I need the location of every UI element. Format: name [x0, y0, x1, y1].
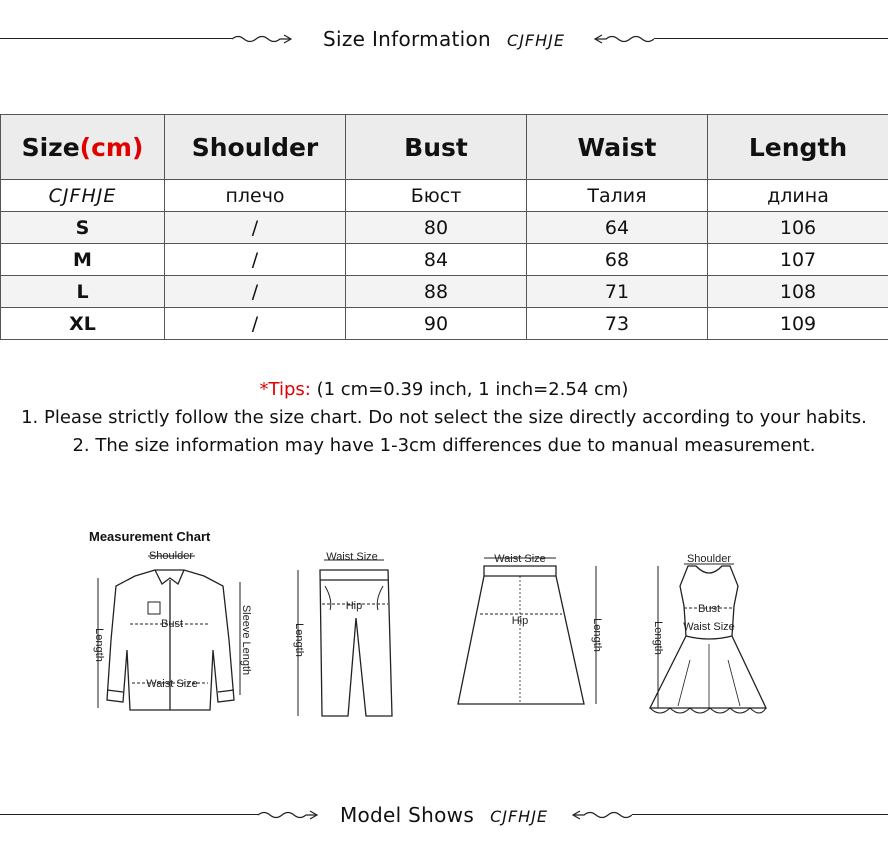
shirt-shoulder-label: Shoulder: [148, 550, 194, 562]
tips-label: *Tips:: [259, 379, 311, 400]
tips-line-1: 1. Please strictly follow the size chart. Do not select the size directly according to your habits.: [21, 407, 867, 428]
size-table: [0, 114, 888, 340]
header-length: Length: [708, 115, 888, 180]
dress-length-label: Length: [652, 621, 664, 655]
cell-length: 106: [708, 212, 888, 244]
dress-waist-label: Waist Size: [683, 621, 735, 633]
cell-shoulder: /: [165, 244, 346, 276]
cell-waist: 71: [527, 276, 708, 308]
measurement-chart-illustrations: [0, 540, 888, 730]
subheader-length: длина: [708, 180, 888, 212]
skirt-waist-label: Waist Size: [494, 553, 546, 565]
cell-waist: 73: [527, 308, 708, 340]
dress-diagram: [650, 564, 766, 713]
skirt-diagram: [458, 558, 596, 704]
cell-shoulder: /: [165, 212, 346, 244]
skirt-hip-label: Hip: [511, 615, 529, 627]
cell-length: 108: [708, 276, 888, 308]
banner-brand: CJFHJE: [490, 807, 549, 826]
measurement-chart-title: Measurement Chart: [89, 529, 211, 544]
banner-title-row: [0, 800, 888, 832]
dress-shoulder-label: Shoulder: [686, 553, 732, 565]
banner-line-right: [654, 38, 888, 39]
banner-title-row: [0, 24, 888, 56]
table-row: [1, 212, 888, 244]
cell-size: S: [1, 212, 165, 244]
shirt-length-label: Length: [93, 628, 105, 662]
banner-brand: CJFHJE: [507, 31, 565, 50]
cell-length: 107: [708, 244, 888, 276]
header-waist: Waist: [527, 115, 708, 180]
banner-title: Size Information: [323, 27, 492, 51]
subheader-brand: CJFHJE: [1, 180, 165, 212]
banner-line-right: [632, 814, 888, 815]
model-shows-banner: [0, 800, 888, 830]
pants-hip-label: Hip: [345, 600, 363, 612]
table-row: [1, 244, 888, 276]
header-size-label: Size: [21, 132, 80, 162]
header-bust: Bust: [346, 115, 527, 180]
cell-waist: 68: [527, 244, 708, 276]
tips-line-2: 2. The size information may have 1-3cm differences due to manual measurement.: [72, 435, 816, 456]
pants-length-label: Length: [293, 623, 305, 657]
cell-bust: 90: [346, 308, 527, 340]
tips-conversion: (1 cm=0.39 inch, 1 inch=2.54 cm): [310, 379, 629, 400]
header-shoulder: Shoulder: [165, 115, 346, 180]
banner-title: Model Shows: [339, 803, 475, 827]
shirt-sleeve-label: Sleeve Length: [240, 604, 252, 676]
shirt-waist-label: Waist Size: [146, 678, 198, 690]
subheader-waist: Талия: [527, 180, 708, 212]
table-subheader-row: [1, 180, 888, 212]
table-row: [1, 276, 888, 308]
dress-bust-label: Bust: [697, 603, 721, 615]
wave-ornament-right-icon: [594, 30, 654, 48]
cell-shoulder: /: [165, 276, 346, 308]
table-header-row: [1, 115, 888, 180]
skirt-length-label: Length: [591, 618, 603, 652]
wave-ornament-right-icon: [572, 806, 632, 824]
header-size: [1, 115, 165, 180]
cell-shoulder: /: [165, 308, 346, 340]
pants-waist-label: Waist Size: [326, 551, 378, 563]
cell-waist: 64: [527, 212, 708, 244]
subheader-shoulder: плечо: [165, 180, 346, 212]
cell-size: XL: [1, 308, 165, 340]
subheader-bust: Бюст: [346, 180, 527, 212]
tips-conversion-line: [0, 376, 888, 404]
cell-bust: 84: [346, 244, 527, 276]
shirt-bust-label: Bust: [160, 618, 184, 630]
size-information-banner: [0, 24, 888, 54]
pants-diagram: [298, 560, 392, 716]
cell-length: 109: [708, 308, 888, 340]
cell-size: M: [1, 244, 165, 276]
cell-bust: 80: [346, 212, 527, 244]
header-size-unit: (cm): [79, 132, 144, 162]
cell-size: L: [1, 276, 165, 308]
table-row: [1, 308, 888, 340]
tips-section: [0, 376, 888, 460]
cell-bust: 88: [346, 276, 527, 308]
